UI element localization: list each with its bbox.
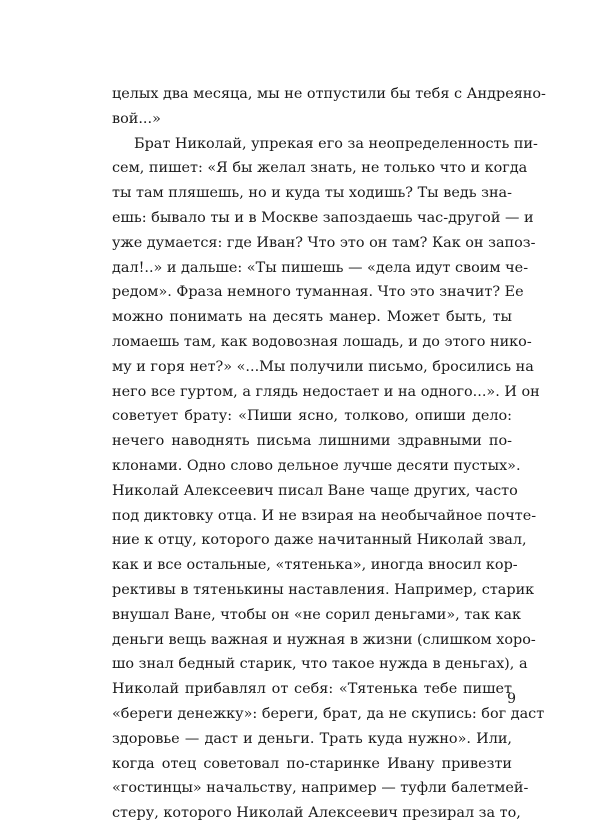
body-text bbox=[112, 82, 546, 826]
text-line: Николай прибавлял от себя: «Тятенька тебе пишет bbox=[112, 681, 512, 698]
text-line: стеру, которого Николай Алексеевич презирал за то, bbox=[112, 805, 521, 822]
text-line: уже думается: где Иван? Что это он там? Как он запоз- bbox=[112, 234, 536, 251]
text-line: дал!..» и дальше: «Ты пишешь — «дела идут своим че- bbox=[112, 259, 529, 276]
text-line: ты там пляшешь, но и куда ты ходишь? Ты ведь зна- bbox=[112, 185, 512, 202]
text-line: редом». Фраза немного туманная. Что это значит? Ее bbox=[112, 284, 524, 301]
text-line: Николай Алексеевич писал Ване чаще других, часто bbox=[112, 482, 518, 499]
text-line: «гостинцы» начальству, например — туфли балетмей- bbox=[112, 780, 529, 797]
text-line: му и горя нет?» «...Мы получили письмо, бросились на bbox=[112, 358, 534, 375]
text-line: сем, пишет: «Я бы желал знать, не только что и когда bbox=[112, 160, 528, 177]
text-line: него все гуртом, а глядь недостает и на одного...». И он bbox=[112, 383, 540, 400]
text-line: «береги денежку»: береги, брат, да не скупись: бог даст bbox=[112, 705, 545, 722]
text-line: шо знал бедный старик, что такое нужда в деньгах), а bbox=[112, 656, 528, 673]
text-line: ломаешь там, как водовозная лошадь, и до этого нико- bbox=[112, 333, 532, 350]
text-line: целых два месяца, мы не отпустили бы тебя с Андреяно- bbox=[112, 86, 546, 102]
text-line: как и все остальные, «тятенька», иногда вносил кор- bbox=[112, 557, 518, 574]
text-line: ешь: бывало ты и в Москве запоздаешь час-другой — и bbox=[112, 209, 534, 226]
text-line: советует брату: «Пиши ясно, толково, опиши дело: bbox=[112, 408, 512, 425]
text-line: под диктовку отца. И не взирая на необычайное почте- bbox=[112, 507, 537, 524]
text-line: здоровье — даст и деньги. Трать куда нужно». Или, bbox=[112, 730, 512, 747]
text-line: Брат Николай, упрекая его за неопределенность пи- bbox=[134, 135, 538, 152]
text-line: клонами. Одно слово дельное лучше десяти пустых». bbox=[112, 457, 521, 474]
text-line: ние к отцу, которого даже начитанный Николай звал, bbox=[112, 532, 527, 549]
text-line: когда отец советовал по-старинке Ивану привезти bbox=[112, 755, 512, 772]
text-line: внушал Ване, чтобы он «не сорил деньгами», так как bbox=[112, 606, 521, 623]
text-line: вой...» bbox=[112, 110, 161, 127]
text-line: деньги вещь важная и нужная в жизни (слишком хоро- bbox=[112, 631, 536, 648]
page-number: 9 bbox=[507, 691, 516, 707]
text-line: можно понимать на десять манер. Может быть, ты bbox=[112, 309, 512, 326]
text-line: нечего наводнять письма лишними здравными по- bbox=[112, 433, 512, 450]
text-line: рективы в тятенькины наставления. Например, старик bbox=[112, 581, 535, 598]
